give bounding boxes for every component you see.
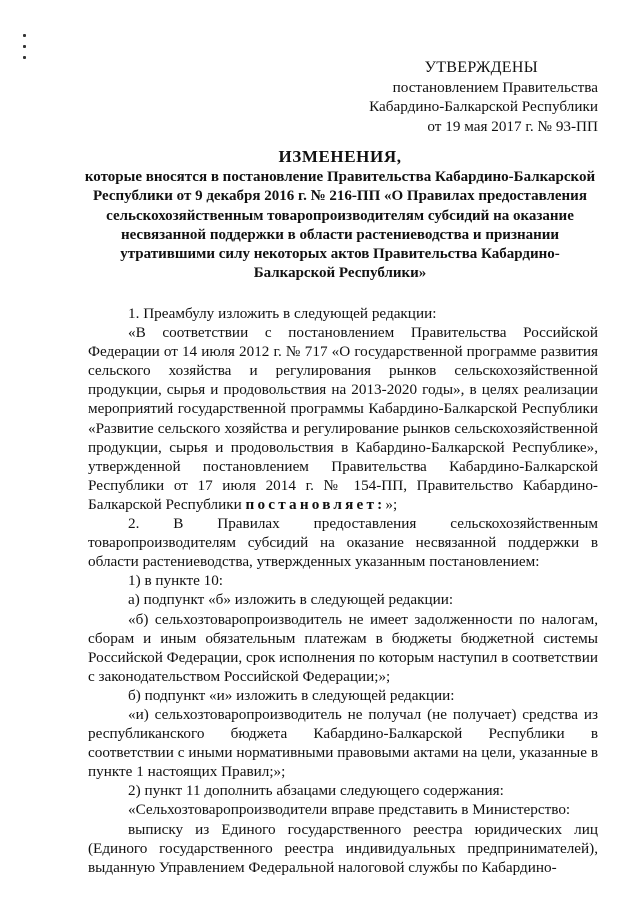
margin-dot <box>23 45 26 48</box>
paragraph-10: «Сельхозтоваропроизводители вправе представить в Министерство: <box>128 801 571 819</box>
paragraph-3: 2. В Правилах предоставления сельскохозяйственным товаропроизводителям субсидий на оказание несвязанной поддержки в области растениеводства, утвержденных указанным постановлением: <box>88 515 598 571</box>
paragraph-9: 2) пункт 11 дополнить абзацами следующего содержания: <box>128 782 504 800</box>
approval-heading: УТВЕРЖДЕНЫ <box>424 59 538 76</box>
approval-line-3: от 19 мая 2017 г. № 93-ПП <box>427 117 598 135</box>
paragraph-2 <box>88 323 598 514</box>
paragraph-6: «б) сельхозтоваропроизводитель не имеет задолженности по налогам, сборам и иным обязательным платежам в бюджеты бюджетной системы Российской Федерации, срок исполнения по которым наступил в соответствии с законодательством Российской Федерации;»; <box>88 610 598 685</box>
document-subtitle: которые вносятся в постановление Правительства Кабардино-Балкарской Республики от 9 декабря 2016 г. № 216-ПП «О Правилах предоставления сельскохозяйственным товаропроизводителям субсидий на оказание несвязанной поддержки в области растениеводства и признании утратившими силу некоторых актов Правительства Кабардино-Балкарской Республики» <box>84 169 596 282</box>
paragraph-1: 1. Преамбулу изложить в следующей редакции: <box>128 305 437 322</box>
margin-marks <box>23 34 29 67</box>
paragraph-2-end: »; <box>385 495 398 513</box>
document-title-block <box>80 146 600 284</box>
paragraph-4: 1) в пункте 10: <box>128 572 224 590</box>
document-body <box>88 304 598 877</box>
paragraph-2-resolves: постановляет: <box>245 495 386 513</box>
margin-dot <box>23 34 26 37</box>
margin-dot <box>23 56 26 59</box>
document-title: ИЗМЕНЕНИЯ, <box>278 147 402 166</box>
approval-stamp <box>338 58 598 136</box>
approval-line-2: Кабардино-Балкарской Республики <box>369 98 598 115</box>
paragraph-8: «и) сельхозтоваропроизводитель не получал (не получает) средства из республиканского бюджета Кабардино-Балкарской Республики в соответствии с иными нормативными правовыми актами на цели, указанные в пункте 1 настоящих Правил;»; <box>88 705 598 781</box>
paragraph-11: выписку из Единого государственного реестра юридических лиц (Единого государственного реестра индивидуальных предпринимателей), выданную Управлением Федеральной налоговой службы по Кабардино- <box>88 820 598 876</box>
approval-line-1: постановлением Правительства <box>392 78 598 96</box>
paragraph-5: а) подпункт «б» изложить в следующей редакции: <box>128 591 454 609</box>
paragraph-2-text: «В соответствии с постановлением Правительства Российской Федерации от 14 июля 2012 г. № 717 «О государственной программе развития сельского хозяйства и регулирования рынков сельскохозяйственной продукции, сырья и продовольствия на 2013-2020 годы», в целях реализации мероприятий государственной программы Кабардино-Балкарской Республики «Развитие сельского хозяйства и регулирование рынков сельскохозяйственной продукции, сырья и продовольствия в Кабардино-Балкарской Республике», утвержденной постановлением Правительства Кабардино-Балкарской Республики от 17 июля 2014 г. № 154-ПП, Правительство Кабардино-Балкарской Республики <box>88 324 598 513</box>
paragraph-7: б) подпункт «и» изложить в следующей редакции: <box>128 686 455 704</box>
